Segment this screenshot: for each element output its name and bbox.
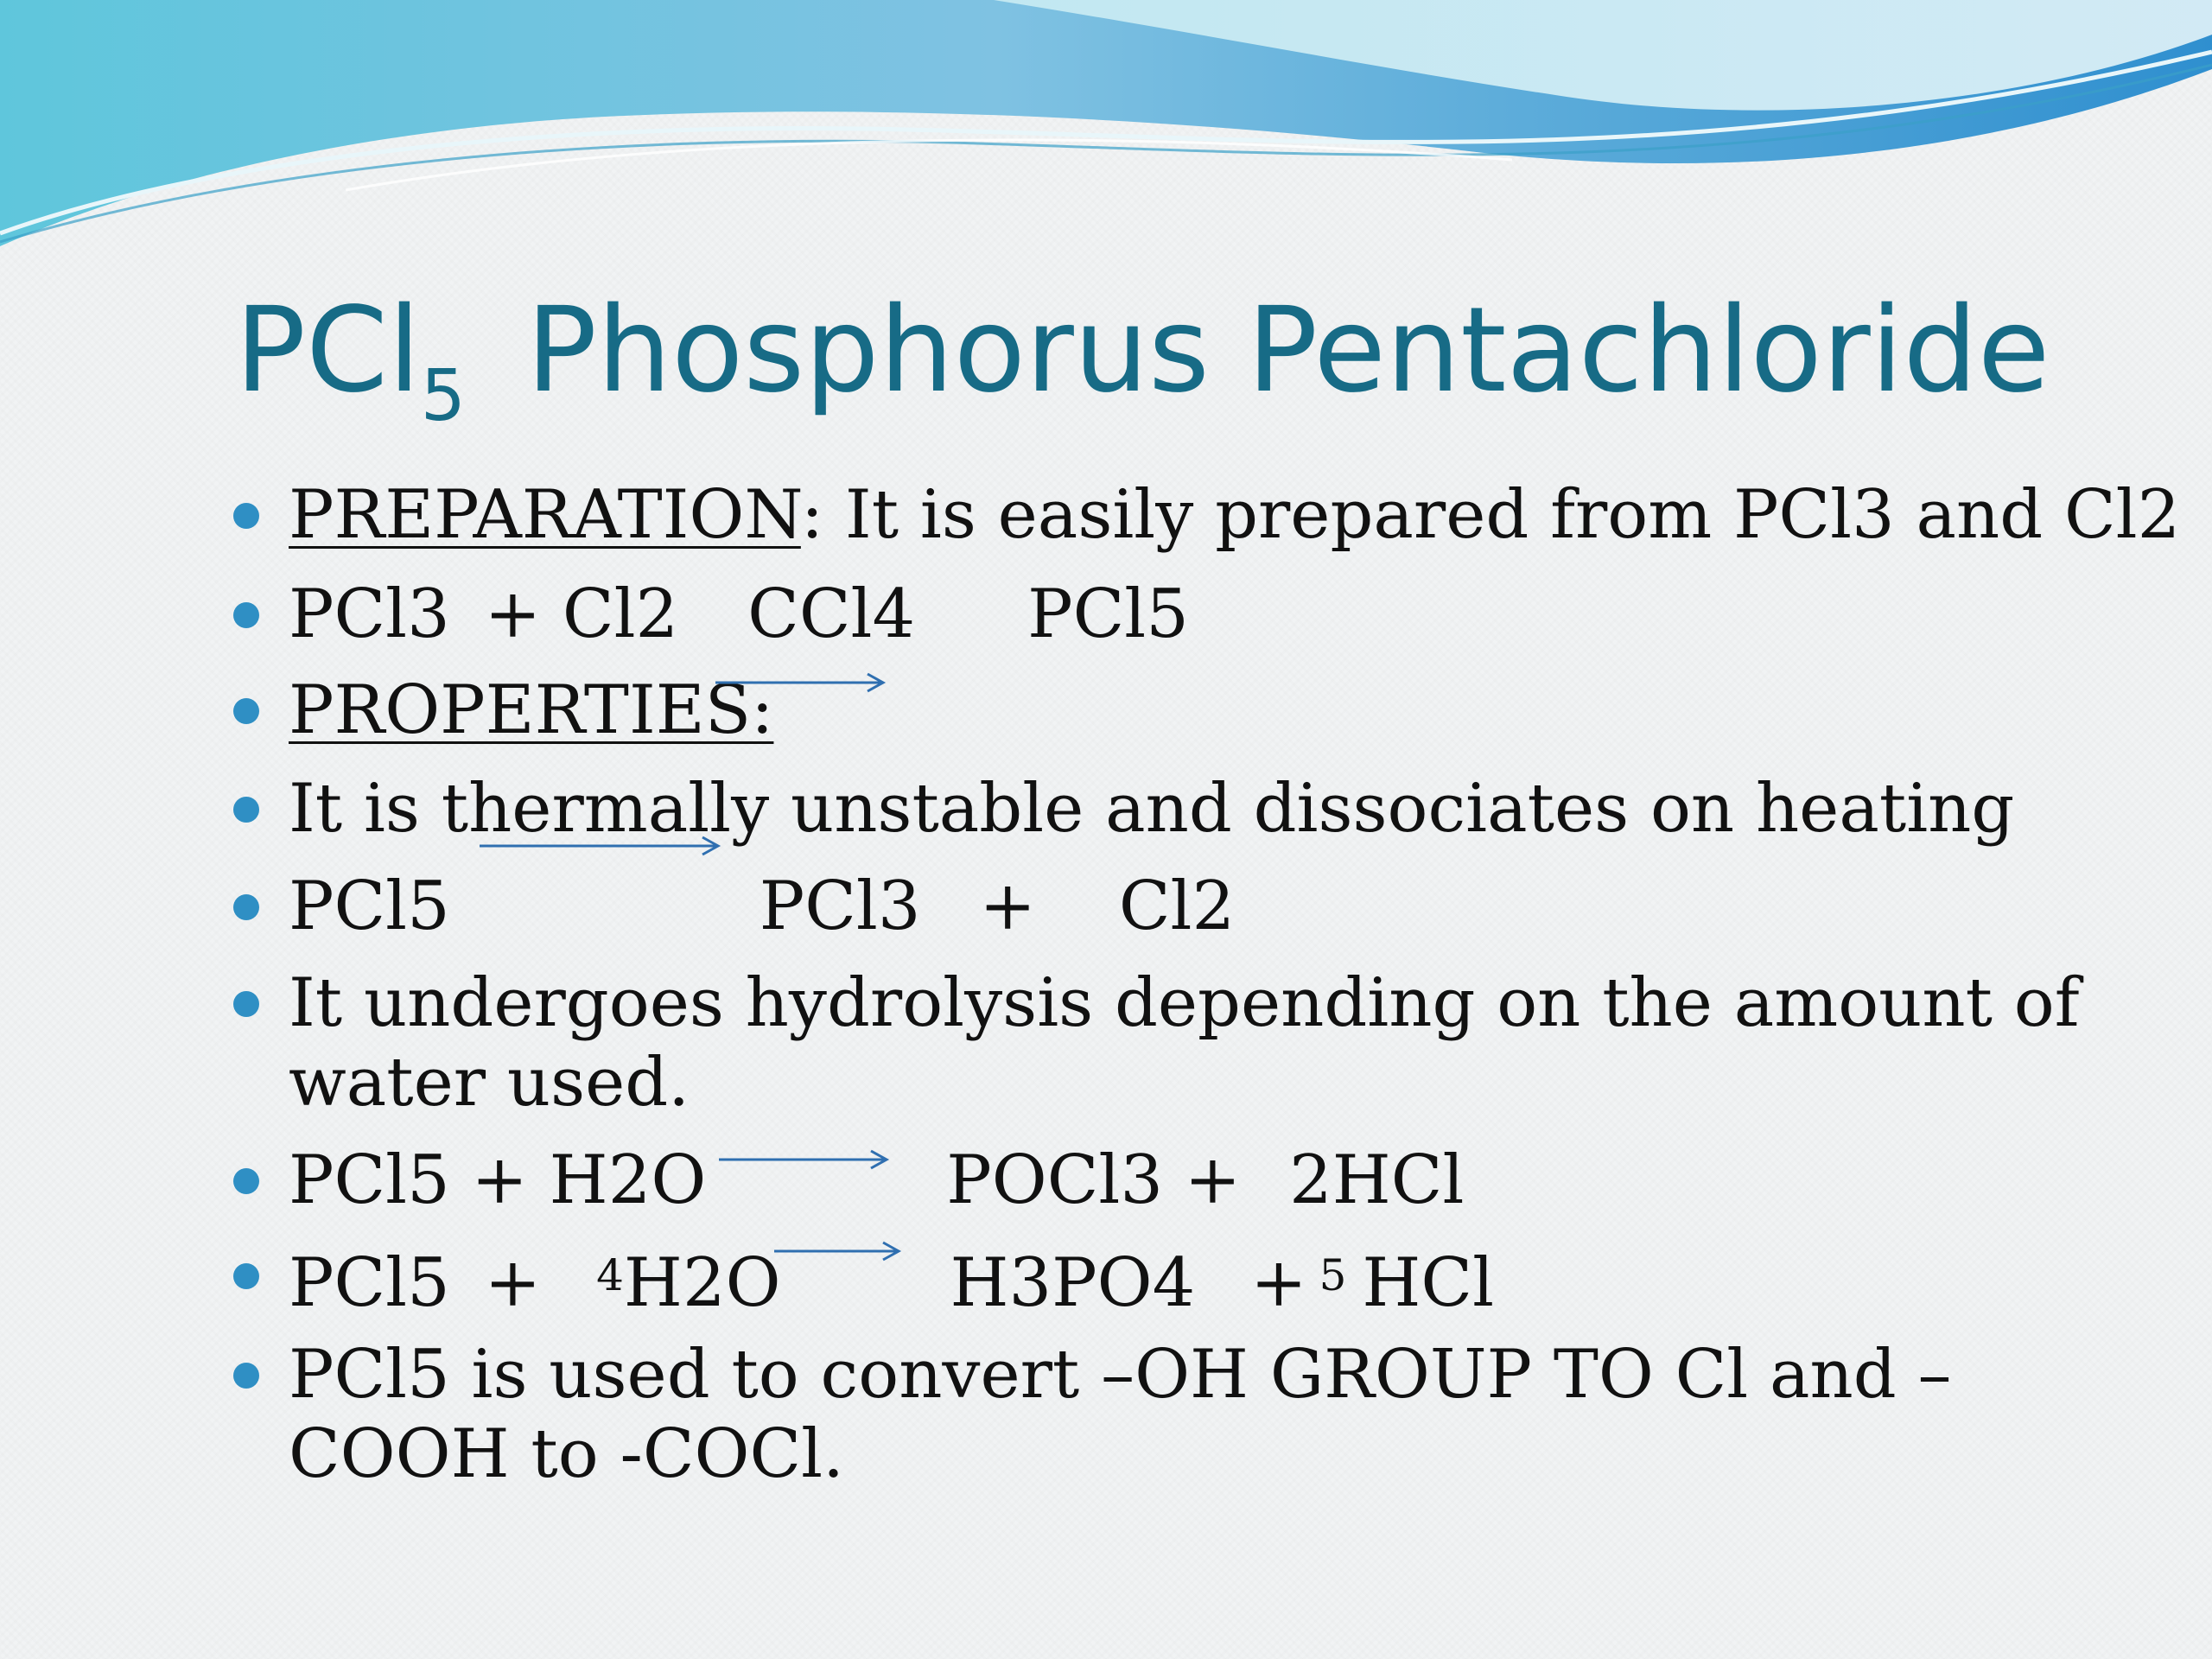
bullet-dot	[233, 797, 259, 823]
reactant-pcl3: PCl3	[289, 575, 450, 653]
bullet-dot	[233, 1168, 259, 1194]
coefficient-5: 5	[1319, 1250, 1347, 1300]
bullet-dot	[233, 602, 259, 628]
reactants-pcl5-h2o: PCl5 + H2O	[289, 1141, 707, 1219]
title-name: Phosphorus Pentachloride	[525, 283, 2050, 419]
reaction-arrow-icon	[480, 836, 721, 861]
plus-sign: +	[484, 1244, 542, 1322]
product-pcl5: PCl5	[1027, 575, 1189, 653]
product-h3po4: H3PO4	[950, 1244, 1196, 1322]
reaction-arrow-icon	[715, 670, 887, 696]
bullet-dot	[233, 698, 259, 724]
product-cl2: Cl2	[1118, 868, 1236, 945]
bullet-dissociation-equation	[289, 867, 1235, 946]
bullet-dot	[233, 991, 259, 1017]
reaction-arrow-icon	[719, 1147, 890, 1173]
decorative-wave-banner	[0, 0, 2212, 259]
usage-text-2: COOH to -COCl.	[289, 1415, 844, 1493]
bullet-properties	[289, 671, 773, 750]
bullet-hydrolysis-line2	[289, 1043, 690, 1122]
product-pocl3: POCl3 +	[946, 1141, 1242, 1219]
usage-text-1: PCl5 is used to convert –OH GROUP TO Cl and –	[289, 1336, 1952, 1414]
bullet-preparation	[289, 475, 2180, 555]
plus-sign: +	[979, 868, 1036, 945]
title-formula: PCl	[235, 283, 421, 419]
coefficient-4: 4	[596, 1250, 624, 1300]
preparation-label: PREPARATION	[289, 476, 801, 554]
bullet-dot	[233, 894, 259, 920]
reactant-h2o: H2O	[623, 1244, 781, 1322]
solvent-ccl4: CCl4	[747, 575, 916, 653]
reactant-cl2: + Cl2	[484, 575, 679, 653]
bullet-equation-preparation	[289, 575, 1189, 654]
plus-sign: +	[1250, 1244, 1307, 1322]
title-formula-subscript: 5	[420, 355, 466, 437]
slide-title	[235, 283, 2050, 437]
bullet-dot	[233, 1363, 259, 1389]
product-2hcl: 2HCl	[1289, 1141, 1465, 1219]
product-pcl3: PCl3	[759, 868, 921, 945]
preparation-text: : It is easily prepared from PCl3 and Cl2	[800, 476, 2181, 554]
reactant-pcl5: PCl5	[289, 868, 450, 945]
thermal-text: It is thermally unstable and dissociates on heating	[289, 770, 2015, 848]
bullet-usage-line2	[289, 1414, 844, 1494]
hydrolysis-text-1: It undergoes hydrolysis depending on the amount of	[289, 964, 2080, 1042]
product-hcl: HCl	[1362, 1244, 1495, 1322]
properties-label: PROPERTIES:	[289, 671, 774, 749]
bullet-usage-line1	[289, 1335, 1951, 1414]
bullet-hydrolysis-line1	[289, 963, 2080, 1043]
reactant-pcl5: PCl5	[289, 1244, 450, 1322]
reaction-arrow-icon	[774, 1238, 902, 1264]
bullet-dot	[233, 503, 259, 529]
hydrolysis-text-2: water used.	[289, 1044, 690, 1122]
bullet-dot	[233, 1263, 259, 1289]
